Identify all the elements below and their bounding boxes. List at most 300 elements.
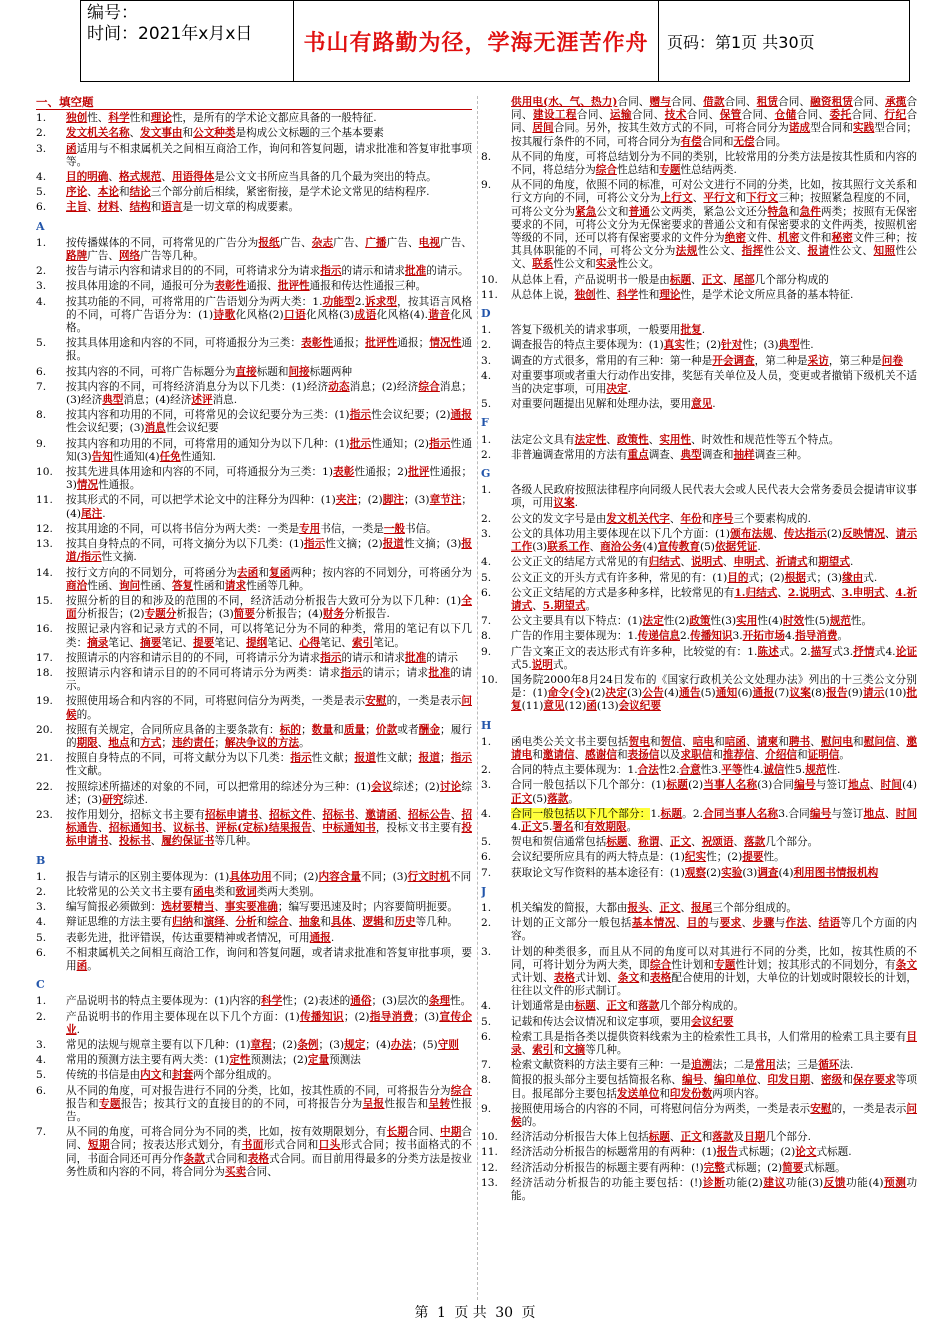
question-text: 和 bbox=[383, 916, 395, 929]
question-text: 析报告；(3) bbox=[176, 608, 234, 621]
question-text: 三个部分组成的。 bbox=[712, 901, 798, 914]
answer-keyword: 编印单位 bbox=[714, 1074, 757, 1087]
question-text: 按其内容和功用的不同，可将常见的会议纪要分为三类：(1) bbox=[66, 409, 350, 422]
question-text: 和 bbox=[118, 186, 130, 199]
answer-keyword: 标题 bbox=[574, 1000, 596, 1013]
answer-keyword: 归结式 bbox=[648, 556, 681, 569]
answer-keyword: 通知 bbox=[715, 687, 738, 700]
answer-keyword: 当事人名称 bbox=[703, 779, 758, 792]
list-item bbox=[36, 538, 472, 564]
question-text: ；(3) bbox=[318, 1039, 345, 1051]
question-text: 公文主要具有以下特点：(1) bbox=[511, 615, 643, 628]
answer-keyword: 行纪 bbox=[884, 109, 907, 122]
question-text: 的请示和请求 bbox=[341, 265, 405, 278]
question-text: 两项内容。 bbox=[712, 1087, 766, 1100]
answer-keyword: 推荐信 bbox=[722, 748, 755, 761]
answer-keyword: 批复 bbox=[511, 687, 917, 713]
item-text bbox=[66, 494, 472, 520]
question-text: 广告的作用主要体现为：1. bbox=[511, 630, 638, 643]
question-text: 对重要事项或者重大行动作出安排，奖惩有关单位及人员，变更或者撤销下级机关不适当的决定事项，可用 bbox=[511, 369, 917, 396]
question-text: 文件和 bbox=[799, 232, 832, 245]
question-text: 性、 bbox=[595, 288, 617, 301]
item-text bbox=[511, 572, 917, 585]
question-text: 型合同和 bbox=[810, 122, 853, 135]
header-meta bbox=[81, 1, 294, 81]
question-text: 、 bbox=[722, 273, 734, 286]
list-item bbox=[481, 339, 917, 352]
answer-keyword: 融资租赁 bbox=[810, 96, 853, 108]
item-text bbox=[511, 1103, 917, 1129]
question-text: . bbox=[76, 1023, 80, 1036]
item-text bbox=[66, 409, 472, 435]
item-number: 6. bbox=[481, 851, 492, 864]
item-text bbox=[511, 646, 917, 672]
answer-keyword: 内容含量 bbox=[318, 870, 361, 883]
item-number: 1. bbox=[36, 112, 47, 125]
question-text: 性. bbox=[826, 764, 841, 777]
item-text bbox=[511, 946, 917, 999]
list-item bbox=[36, 567, 472, 593]
question-text: 性计划；按其形式的不同划分，有 bbox=[735, 958, 896, 971]
answer-keyword: 地点 bbox=[848, 779, 870, 792]
item-number bbox=[481, 96, 511, 149]
item-number: 6. bbox=[36, 201, 47, 214]
question-text: 式3. bbox=[832, 645, 854, 658]
question-text: 性函和 bbox=[193, 579, 225, 592]
question-text: 法. bbox=[839, 1059, 854, 1072]
question-text: ；(3) bbox=[413, 1010, 440, 1023]
list-item bbox=[481, 1162, 917, 1175]
question-text: 或者 bbox=[397, 723, 419, 736]
answer-keyword: 价款 bbox=[375, 723, 398, 736]
answer-keyword: 规定 bbox=[344, 1039, 366, 1051]
item-number: 5. bbox=[481, 398, 492, 411]
answer-keyword: 指示 bbox=[429, 437, 451, 450]
question-text: 笔记、 bbox=[214, 636, 247, 649]
footer-prefix: 第 bbox=[414, 1305, 429, 1321]
document-number-label: 编号： bbox=[87, 3, 138, 23]
question-text: ； bbox=[161, 736, 172, 749]
list-item bbox=[481, 851, 917, 864]
answer-keyword: 保管 bbox=[719, 109, 742, 122]
list-item bbox=[481, 324, 917, 337]
answer-keyword: 综合 bbox=[267, 916, 289, 929]
question-text: 通报； bbox=[333, 337, 366, 350]
answer-keyword: 慰问信 bbox=[863, 735, 896, 748]
answer-keyword: 邀请电 bbox=[511, 735, 917, 761]
answer-keyword: 指示 bbox=[349, 409, 372, 422]
answer-keyword: 5.期望式 bbox=[542, 599, 586, 612]
item-text bbox=[511, 324, 917, 337]
answer-keyword: 开会调查 bbox=[712, 354, 755, 367]
list-item bbox=[481, 1177, 917, 1203]
question-text: 性. bbox=[799, 339, 814, 352]
answer-keyword: 谐音 bbox=[428, 308, 451, 321]
list-item bbox=[36, 409, 472, 435]
answer-keyword: 综合 bbox=[649, 958, 672, 971]
highlighted-text: 合同一般包括以下几个部分： bbox=[511, 807, 651, 820]
answer-keyword: 安慰 bbox=[810, 1102, 832, 1115]
item-text bbox=[66, 1039, 472, 1052]
question-text: 、 bbox=[161, 171, 172, 184]
question-text: 、 bbox=[118, 201, 130, 214]
answer-keyword: 归纳 bbox=[171, 916, 194, 929]
item-text bbox=[511, 398, 917, 411]
question-text: 广告、 bbox=[279, 236, 312, 249]
question-text: 式；(3) bbox=[805, 571, 843, 584]
item-number: 3. bbox=[36, 280, 47, 293]
item-number: 1. bbox=[481, 901, 492, 914]
answer-keyword: 平行文 bbox=[703, 192, 736, 205]
list-item bbox=[481, 674, 917, 714]
question-text: 。 bbox=[568, 792, 579, 805]
question-text: 、 bbox=[450, 808, 462, 821]
item-number: 9. bbox=[36, 437, 47, 450]
question-text: 、 bbox=[98, 822, 109, 835]
question-text: 广告等几种。 bbox=[140, 250, 204, 263]
item-number: 17. bbox=[36, 651, 53, 664]
question-text: 2. bbox=[354, 295, 365, 308]
answer-keyword: 询问 bbox=[118, 579, 141, 592]
question-text: 性会议纪要；(3) bbox=[66, 422, 145, 435]
question-text: 和 bbox=[659, 1087, 670, 1100]
question-text: 对重要问题提出见解和处理办法，要用 bbox=[511, 398, 692, 411]
question-text: 合同、 bbox=[852, 96, 886, 108]
item-number: 15. bbox=[36, 594, 53, 607]
answer-keyword: 通告 bbox=[678, 687, 701, 700]
item-text bbox=[66, 201, 472, 214]
item-text bbox=[66, 143, 472, 169]
question-text: 的请示。 bbox=[66, 666, 472, 693]
answer-keyword: 传播知识 bbox=[299, 1010, 344, 1023]
list-item bbox=[36, 280, 472, 293]
question-text: 记载和传达会议情况和议定事项，要用 bbox=[511, 1015, 692, 1028]
header-page-label: 页码：第1页 共30页 bbox=[667, 32, 815, 52]
answer-keyword: 说明式 bbox=[691, 556, 723, 569]
answer-keyword: 要求 bbox=[719, 917, 742, 930]
answer-keyword: 定量 bbox=[307, 1054, 330, 1067]
question-text: 两类；按照有无保密要求的不同，可将公文分为无保密要求的普通公文和有保密要求的文件两类，按照机密等级的不同，还可以将有保密要求的文件分为 bbox=[511, 205, 917, 245]
answer-keyword: 专用 bbox=[299, 522, 321, 535]
item-number: 9. bbox=[481, 179, 492, 192]
question-text: 、 bbox=[765, 556, 776, 569]
question-text: 和 bbox=[161, 1069, 172, 1082]
question-text: 性通知. bbox=[180, 450, 216, 463]
question-text: 合同、 bbox=[631, 109, 665, 122]
question-text: 性；(2) bbox=[684, 339, 722, 352]
item-text bbox=[66, 171, 472, 184]
answer-keyword: 邀请函 bbox=[365, 808, 398, 821]
item-number: 4. bbox=[481, 369, 492, 382]
answer-keyword: 发送单位 bbox=[616, 1087, 660, 1100]
list-item bbox=[481, 151, 917, 177]
list-item bbox=[481, 484, 917, 510]
question-text: 、 bbox=[733, 836, 745, 849]
item-number: 4. bbox=[481, 807, 492, 820]
item-number: 12. bbox=[481, 1161, 498, 1174]
item-text bbox=[66, 337, 472, 363]
alpha-index-letter: J bbox=[481, 884, 487, 898]
list-item bbox=[36, 296, 472, 336]
list-item bbox=[36, 901, 472, 914]
answer-keyword: 呈报 bbox=[362, 1097, 385, 1110]
answer-keyword: 抽象 bbox=[299, 916, 321, 929]
answer-keyword: 时间 bbox=[895, 807, 917, 820]
question-text: 公文正文的开头方式有许多种，常见的有：(1) bbox=[511, 571, 728, 584]
answer-keyword: 答复 bbox=[171, 579, 194, 592]
question-text: 文件、 bbox=[746, 232, 779, 245]
question-text: 性5. bbox=[784, 764, 806, 777]
answer-keyword: 标题 bbox=[669, 273, 692, 286]
answer-keyword: 合同当事人名称 bbox=[702, 807, 779, 820]
question-text: 、 bbox=[150, 835, 162, 848]
answer-keyword: 指挥 bbox=[741, 245, 764, 258]
question-text: ，按其语言风格的不同，可将广告语分为：(1) bbox=[66, 295, 472, 321]
item-text bbox=[511, 355, 917, 368]
question-text: 性文献。 bbox=[66, 765, 109, 778]
list-item bbox=[481, 1146, 917, 1159]
answer-keyword: 商洽公务 bbox=[600, 541, 643, 554]
question-text: 性通报。 bbox=[98, 479, 141, 492]
item-number: 6. bbox=[481, 586, 492, 599]
item-text bbox=[511, 1074, 917, 1100]
answer-keyword: 编号 bbox=[794, 779, 816, 792]
question-text: 型合同；按其履行条件的不同，可将合同分为 bbox=[511, 122, 917, 148]
list-item bbox=[481, 1016, 917, 1029]
question-text: 通报和传达性通报三种。 bbox=[309, 280, 427, 293]
item-text bbox=[511, 289, 917, 302]
answer-keyword: 联系 bbox=[532, 258, 554, 271]
answer-keyword: 常用 bbox=[754, 1059, 776, 1072]
answer-keyword: 上行文 bbox=[660, 192, 693, 205]
question-text: 、 bbox=[682, 735, 693, 748]
question-text: 式。 bbox=[552, 658, 575, 671]
answer-keyword: 印发日期 bbox=[767, 1074, 811, 1087]
list-item bbox=[36, 623, 472, 649]
question-text: 功能。 bbox=[511, 1176, 917, 1203]
answer-keyword: 建议 bbox=[762, 1176, 786, 1189]
question-text: 合同一般包括以下几个部分：(1) bbox=[511, 779, 667, 792]
item-number: 2. bbox=[36, 885, 47, 898]
answer-keyword: 指导消费 bbox=[369, 1010, 414, 1023]
question-text: 性；(3) bbox=[742, 339, 779, 352]
answer-keyword: 意见 bbox=[691, 398, 713, 411]
question-text: 标题和 bbox=[256, 365, 289, 378]
question-text: 性2. bbox=[658, 764, 680, 777]
question-text: 和 bbox=[627, 1000, 639, 1013]
question-text: 性通报；2) bbox=[354, 466, 408, 479]
answer-keyword: 去函 bbox=[237, 566, 259, 579]
item-text bbox=[66, 186, 472, 199]
question-text: 综述；(3) bbox=[66, 780, 472, 806]
question-text: 、 bbox=[884, 586, 896, 599]
question-text: 和 bbox=[256, 916, 268, 929]
answer-keyword: 招标公告 bbox=[408, 808, 451, 821]
question-text: 书信。 bbox=[405, 522, 437, 535]
list-item bbox=[481, 1131, 917, 1144]
question-text: ，第三种是 bbox=[828, 354, 882, 367]
answer-keyword: 酬金 bbox=[418, 723, 441, 736]
question-text: 报告；按其行文的直接目的的不同，可将报告分为 bbox=[120, 1097, 363, 1110]
answer-keyword: 开拓市场 bbox=[742, 630, 785, 643]
list-item bbox=[481, 434, 917, 447]
answer-keyword: 材料 bbox=[97, 201, 119, 214]
question-text: 、 bbox=[288, 916, 300, 929]
question-text: 按行文方向的不同划分，可将函分为 bbox=[66, 566, 237, 579]
question-text: 式标题；(2) bbox=[724, 1161, 783, 1174]
answer-keyword: 招标通知书 bbox=[108, 822, 163, 835]
question-text: 按其内容的不同，可将经济消息分为以下几类：(1)经济 bbox=[66, 380, 329, 393]
question-text: 性(2) bbox=[663, 615, 690, 628]
question-text: 、 bbox=[224, 916, 236, 929]
answer-keyword: 公告 bbox=[642, 687, 664, 700]
answer-keyword: 招标通告 bbox=[66, 808, 472, 835]
item-number: 3. bbox=[36, 142, 47, 155]
answer-keyword: 指导消费 bbox=[795, 630, 838, 643]
answer-keyword: 提要 bbox=[193, 636, 215, 649]
question-text: (12) bbox=[564, 700, 587, 713]
question-text: 性计划和 bbox=[671, 958, 715, 971]
question-text: 合同、 bbox=[617, 96, 650, 108]
question-text: ，第二种是 bbox=[754, 354, 808, 367]
answer-keyword: 问候 bbox=[511, 1102, 917, 1129]
answer-keyword: 申明式 bbox=[733, 556, 766, 569]
question-text: 简报的报头部分主要包括简报名称、 bbox=[511, 1074, 682, 1087]
question-text: 、 bbox=[648, 433, 660, 446]
question-text: (5) bbox=[699, 541, 715, 554]
answer-keyword: 呈转 bbox=[428, 1097, 451, 1110]
question-text: 、 bbox=[87, 186, 98, 199]
answer-keyword: 函电 bbox=[193, 885, 215, 898]
question-text: 从不同的角度，可将合同分为不同的类，比如，按有效期限划分，有 bbox=[66, 1126, 387, 1139]
question-text: 两种；按内容的不同划分，可将函分为 bbox=[290, 566, 472, 579]
answer-keyword: 科学 bbox=[108, 112, 130, 125]
question-text: 性函、 bbox=[87, 579, 119, 592]
answer-keyword: 传达指示 bbox=[783, 527, 827, 540]
answer-keyword: 贺电 bbox=[628, 735, 650, 748]
item-text bbox=[511, 764, 917, 777]
answer-keyword: 平等 bbox=[721, 764, 743, 777]
question-text: 和 bbox=[639, 971, 650, 984]
item-number: 22. bbox=[36, 780, 53, 793]
question-text: 经济活动分析报告大体上包括 bbox=[511, 1131, 649, 1144]
question-text: 性；(2) bbox=[706, 851, 743, 864]
item-text bbox=[511, 1162, 917, 1175]
item-number: 7. bbox=[481, 866, 492, 879]
question-text: 性文摘；(3) bbox=[403, 538, 462, 551]
question-text: 。 bbox=[585, 599, 597, 612]
item-text bbox=[511, 1000, 917, 1013]
question-text: 、 bbox=[521, 1044, 533, 1056]
question-text: 、 bbox=[691, 836, 702, 849]
question-text: 式4. bbox=[874, 645, 896, 658]
question-text: 3. bbox=[732, 630, 743, 643]
answer-keyword: 语言 bbox=[161, 201, 183, 214]
question-text: 合同、 bbox=[576, 109, 610, 122]
list-item bbox=[481, 736, 917, 762]
answer-keyword: 表彰性 bbox=[214, 280, 247, 293]
question-text: 和 bbox=[258, 566, 270, 579]
question-text: 的请示；请求 bbox=[362, 666, 429, 679]
answer-keyword: 邀请信 bbox=[542, 748, 575, 761]
question-text: 调查、 bbox=[648, 448, 681, 461]
list-item bbox=[481, 355, 917, 368]
answer-keyword: 祝颂语 bbox=[701, 836, 734, 849]
question-text: 、 bbox=[659, 836, 670, 849]
question-text: 性。 bbox=[763, 851, 785, 864]
question-text: 、 bbox=[680, 901, 692, 914]
question-text: (2) bbox=[688, 779, 704, 792]
question-text: 性和 bbox=[129, 112, 151, 125]
item-text bbox=[66, 916, 472, 929]
item-text bbox=[66, 438, 472, 464]
answer-keyword: 提纲 bbox=[246, 636, 268, 649]
answer-keyword: 表格 bbox=[649, 971, 672, 984]
question-text: (10) bbox=[884, 687, 907, 700]
question-text: 按照使用场合和内容的不同，可将慰问信分为两类，一类是表示 bbox=[66, 695, 366, 708]
list-item bbox=[481, 630, 917, 643]
item-number: 8. bbox=[36, 409, 47, 422]
item-number: 3. bbox=[481, 527, 492, 540]
answer-keyword: 行文时机 bbox=[407, 870, 451, 883]
answer-keyword: 目录 bbox=[511, 1030, 917, 1056]
question-text: 广告文案正文的表达形式有许多种，比较觉的有：1. bbox=[511, 645, 758, 658]
question-text: 按照有关规定，合同所应具备的主要条款有： bbox=[66, 723, 280, 736]
question-text: 公文两类，紧急公文还分 bbox=[649, 205, 768, 218]
answer-keyword: 全面 bbox=[66, 594, 472, 621]
item-text bbox=[66, 995, 472, 1008]
page-header bbox=[80, 0, 910, 82]
answer-keyword: 用语得体 bbox=[171, 171, 215, 184]
answer-keyword: 秘密 bbox=[831, 232, 853, 245]
question-text: 从总体上看，产品说明书一般是由 bbox=[511, 273, 670, 286]
item-number: 1. bbox=[481, 433, 492, 446]
question-text: 、 bbox=[589, 541, 601, 554]
list-item bbox=[36, 695, 472, 721]
answer-keyword: 政策性 bbox=[616, 433, 649, 446]
answer-keyword: 实践 bbox=[852, 122, 875, 135]
alpha-index-letter: D bbox=[481, 307, 491, 321]
list-item bbox=[36, 523, 472, 536]
item-text bbox=[511, 917, 917, 943]
item-number: 8. bbox=[481, 150, 492, 163]
item-text bbox=[66, 265, 472, 278]
question-text: 书信，一类是 bbox=[320, 522, 384, 535]
question-text: 法定公文具有 bbox=[511, 433, 575, 446]
answer-keyword: 投标书 bbox=[118, 835, 151, 848]
answer-keyword: 规范 bbox=[829, 615, 851, 628]
question-text: 、 bbox=[692, 192, 704, 205]
answer-keyword: 本论 bbox=[97, 186, 119, 199]
question-text: 合同、 bbox=[724, 96, 757, 108]
answer-keyword: 公文种类 bbox=[193, 127, 236, 140]
list-item bbox=[481, 779, 917, 805]
question-text: 、 bbox=[773, 527, 784, 540]
answer-keyword: 知照 bbox=[873, 245, 896, 258]
question-text: 计划的正文部分一般包括 bbox=[511, 917, 632, 930]
item-text bbox=[511, 1146, 917, 1159]
list-item bbox=[481, 1000, 917, 1013]
answer-keyword: 正文 bbox=[701, 273, 723, 286]
answer-keyword: 抒情 bbox=[853, 645, 875, 658]
answer-keyword: 诗歌 bbox=[213, 308, 236, 321]
question-text: 合同、 bbox=[671, 96, 704, 108]
question-text: 的。 bbox=[76, 708, 98, 721]
question-text: 、 bbox=[354, 808, 366, 821]
item-text bbox=[66, 1054, 472, 1067]
item-text bbox=[66, 623, 472, 649]
question-text: (3) bbox=[742, 866, 758, 879]
